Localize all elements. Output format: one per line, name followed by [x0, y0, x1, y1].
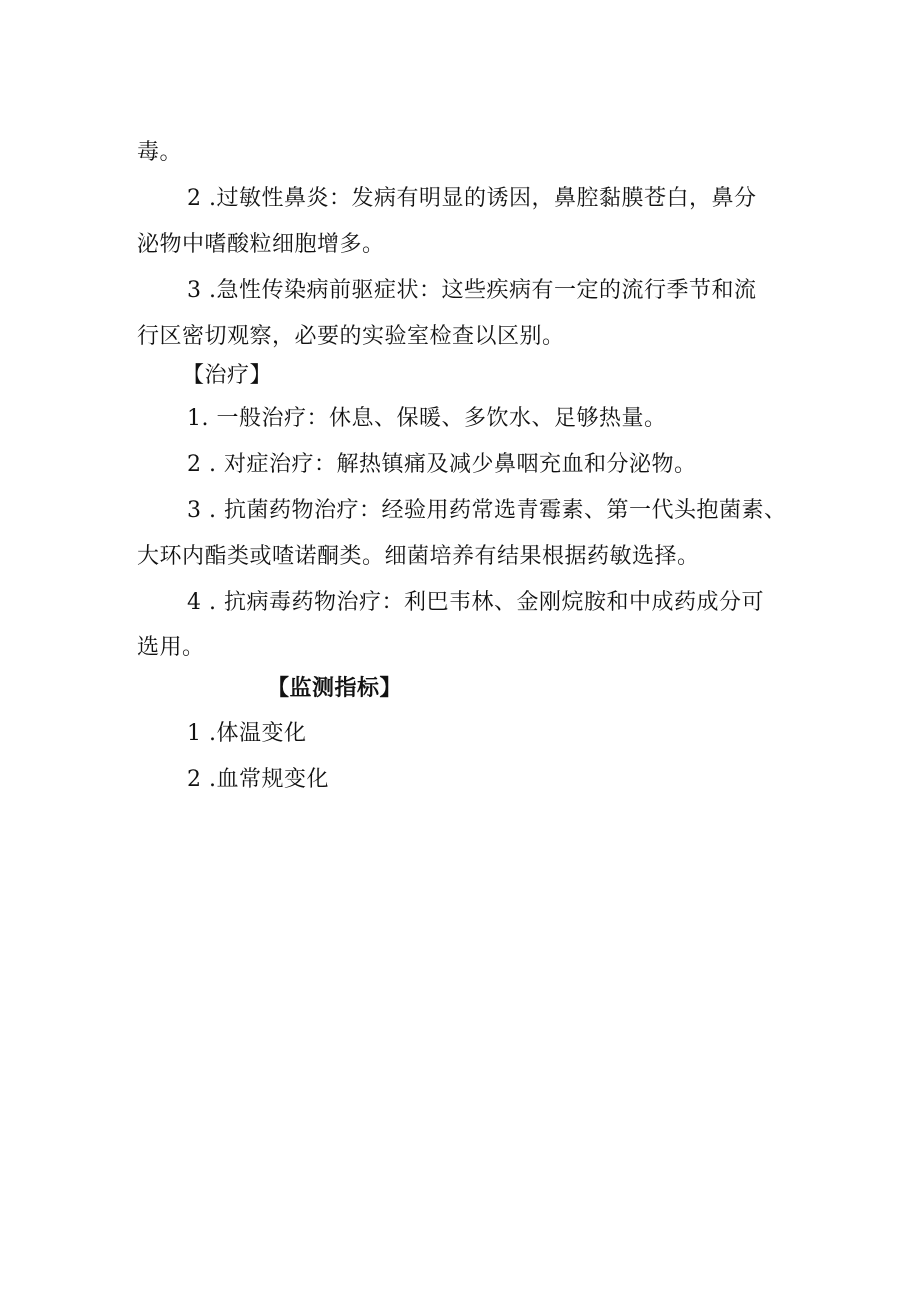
treatment-item-2: 2 . 对症治疗：解热镇痛及减少鼻咽充血和分泌物。 — [187, 452, 697, 477]
treatment-item-3-line-1: 3 . 抗菌药物治疗：经验用药常选青霉素、第一代头抱菌素、 — [187, 498, 787, 523]
treatment-item-3-line-2: 大环内酯类或喳诺酮类。细菌培养有结果根据药敏选择。 — [137, 544, 700, 569]
paragraph-continuation-line: 毒。 — [137, 140, 183, 165]
diagnosis-item-2-line-2: 泌物中嗜酸粒细胞增多。 — [137, 232, 385, 257]
treatment-item-1: 1. 一般治疗：休息、保暖、多饮水、足够热量。 — [187, 406, 667, 431]
section-heading-monitoring-indicators: 【监测指标】 — [267, 675, 403, 701]
treatment-item-4-line-2: 选用。 — [137, 635, 205, 660]
diagnosis-item-2-line-1: 2 .过敏性鼻炎：发病有明显的诱因，鼻腔黏膜苍白，鼻分 — [187, 186, 757, 211]
treatment-item-4-line-1: 4 . 抗病毒药物治疗：利巴韦林、金刚烷胺和中成药成分可 — [187, 590, 764, 615]
diagnosis-item-3-line-2: 行区密切观察，必要的实验室检查以区别。 — [137, 324, 565, 349]
monitoring-item-2: 2 .血常规变化 — [187, 767, 329, 792]
monitoring-item-1: 1 .体温变化 — [187, 721, 307, 746]
section-heading-treatment: 【治疗】 — [182, 363, 273, 388]
diagnosis-item-3-line-1: 3 .急性传染病前驱症状：这些疾病有一定的流行季节和流 — [187, 278, 757, 303]
